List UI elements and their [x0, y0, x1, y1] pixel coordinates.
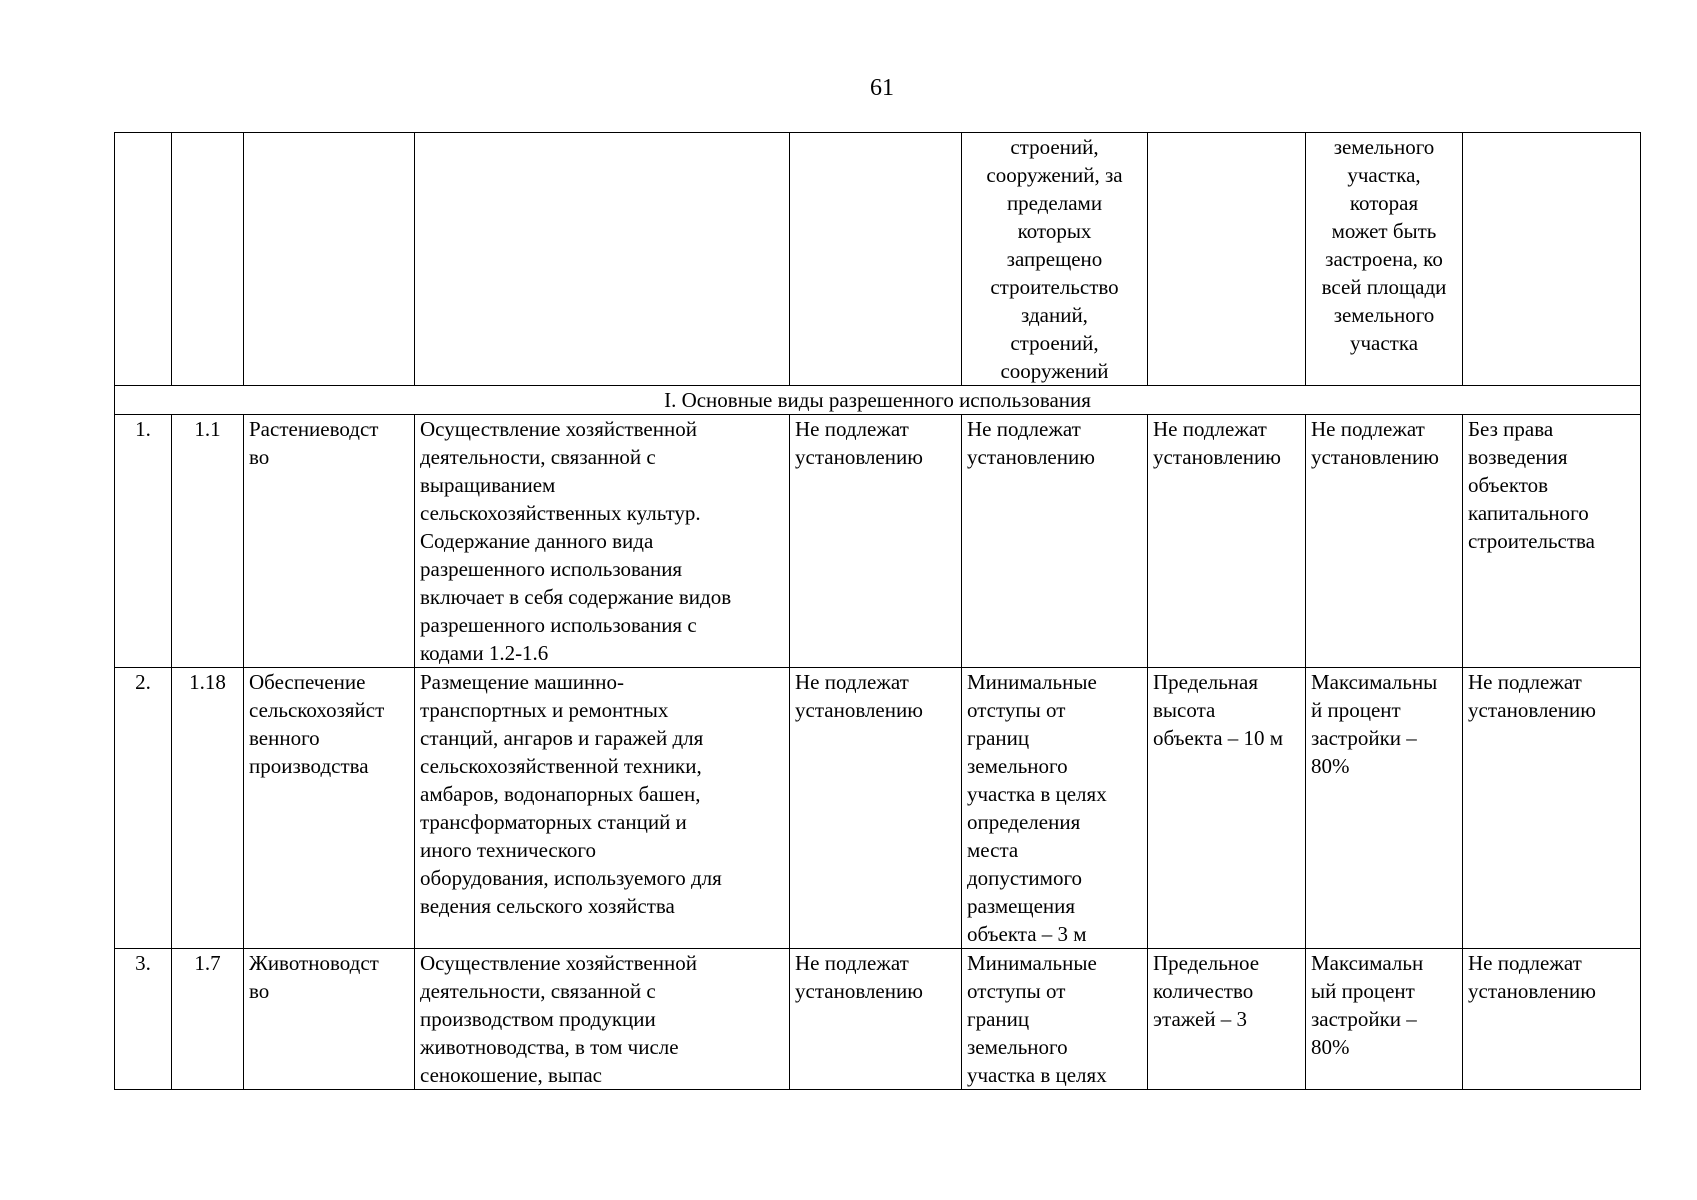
table-cell: [962, 668, 1148, 949]
coverage-value: Максимальн ый процент застройки – 80%: [1311, 951, 1424, 1059]
table-cell: [962, 949, 1148, 1090]
table-cell: [1148, 415, 1306, 668]
table-cell: [115, 133, 172, 386]
plot-size-value: Не подлежат установлению: [795, 951, 923, 1003]
page-number: 61: [870, 75, 894, 101]
use-code: 1.18: [172, 668, 244, 949]
row-number: 2.: [115, 668, 172, 949]
setback-value: Не подлежат установлению: [967, 417, 1095, 469]
setback-value: Минимальные отступы от границ земельного участка в целях: [967, 951, 1107, 1087]
use-description: Осуществление хозяйственной деятельности, связанной с выращиванием сельскохозяйственных культур. Содержание данного вида разрешенного использования включает в себя содержание видов разрешенного использования с кодами 1.2-1.6: [420, 417, 732, 665]
setback-header-continuation: строений, сооружений, за пределами которых запрещено строительство зданий, строений, сооружений: [986, 135, 1123, 383]
table-cell: [1463, 133, 1641, 386]
table-row: [115, 949, 1641, 1090]
height-value: Не подлежат установлению: [1153, 417, 1281, 469]
table-cell: [1148, 668, 1306, 949]
table-cell: [1306, 133, 1463, 386]
other-params-value: Не подлежат установлению: [1468, 670, 1596, 722]
description-cell: [415, 415, 790, 668]
description-cell: [415, 668, 790, 949]
table-cell: [962, 415, 1148, 668]
table-cell: [790, 133, 962, 386]
coverage-value: Не подлежат установлению: [1311, 417, 1439, 469]
table-cell: [244, 133, 415, 386]
coverage-value: Максимальны й процент застройки – 80%: [1311, 670, 1438, 778]
land-use-table: [114, 132, 1641, 1090]
use-name: Животноводст во: [249, 951, 379, 1003]
table-cell: [790, 415, 962, 668]
table-cell: [1463, 668, 1641, 949]
plot-size-value: Не подлежат установлению: [795, 670, 923, 722]
row-number: 3.: [115, 949, 172, 1090]
use-name-cell: [244, 415, 415, 668]
plot-size-value: Не подлежат установлению: [795, 417, 923, 469]
use-description: Осуществление хозяйственной деятельности, связанной с производством продукции животноводства, в том числе сенокошение, выпас: [420, 951, 697, 1087]
section-row: [115, 386, 1641, 415]
table-cell: [172, 133, 244, 386]
table-cell: [1463, 949, 1641, 1090]
use-name: Растениеводст во: [249, 417, 379, 469]
coverage-header-continuation: земельного участка, которая может быть застроена, ко всей площади земельного участка: [1321, 135, 1447, 355]
table-cell: [1148, 133, 1306, 386]
table-continuation-row: [115, 133, 1641, 386]
use-description: Размещение машинно- транспортных и ремонтных станций, ангаров и гаражей для сельскохозяйственной техники, амбаров, водонапорных башен, трансформаторных станций и иного технического оборудования, используемого для ведения сельского хозяйства: [420, 670, 722, 918]
table-row: [115, 668, 1641, 949]
table-cell: [1306, 668, 1463, 949]
other-params-value: Без права возведения объектов капитального строительства: [1468, 417, 1596, 553]
table-cell: [1306, 415, 1463, 668]
row-number: 1.: [115, 415, 172, 668]
table-cell: [415, 133, 790, 386]
section-title: I. Основные виды разрешенного использования: [115, 386, 1641, 415]
description-cell: [415, 949, 790, 1090]
table-cell: [1148, 949, 1306, 1090]
height-value: Предельное количество этажей – 3: [1153, 951, 1260, 1031]
use-code: 1.1: [172, 415, 244, 668]
use-name: Обеспечение сельскохозяйст венного производства: [249, 670, 385, 778]
table-cell: [790, 949, 962, 1090]
other-params-value: Не подлежат установлению: [1468, 951, 1596, 1003]
use-name-cell: [244, 668, 415, 949]
setback-value: Минимальные отступы от границ земельного участка в целях определения места допустимого размещения объекта – 3 м: [967, 670, 1107, 946]
table-cell: [790, 668, 962, 949]
use-name-cell: [244, 949, 415, 1090]
table-cell: [1306, 949, 1463, 1090]
table-cell: [962, 133, 1148, 386]
use-code: 1.7: [172, 949, 244, 1090]
height-value: Предельная высота объекта – 10 м: [1153, 670, 1284, 750]
table-cell: [1463, 415, 1641, 668]
table-row: [115, 415, 1641, 668]
